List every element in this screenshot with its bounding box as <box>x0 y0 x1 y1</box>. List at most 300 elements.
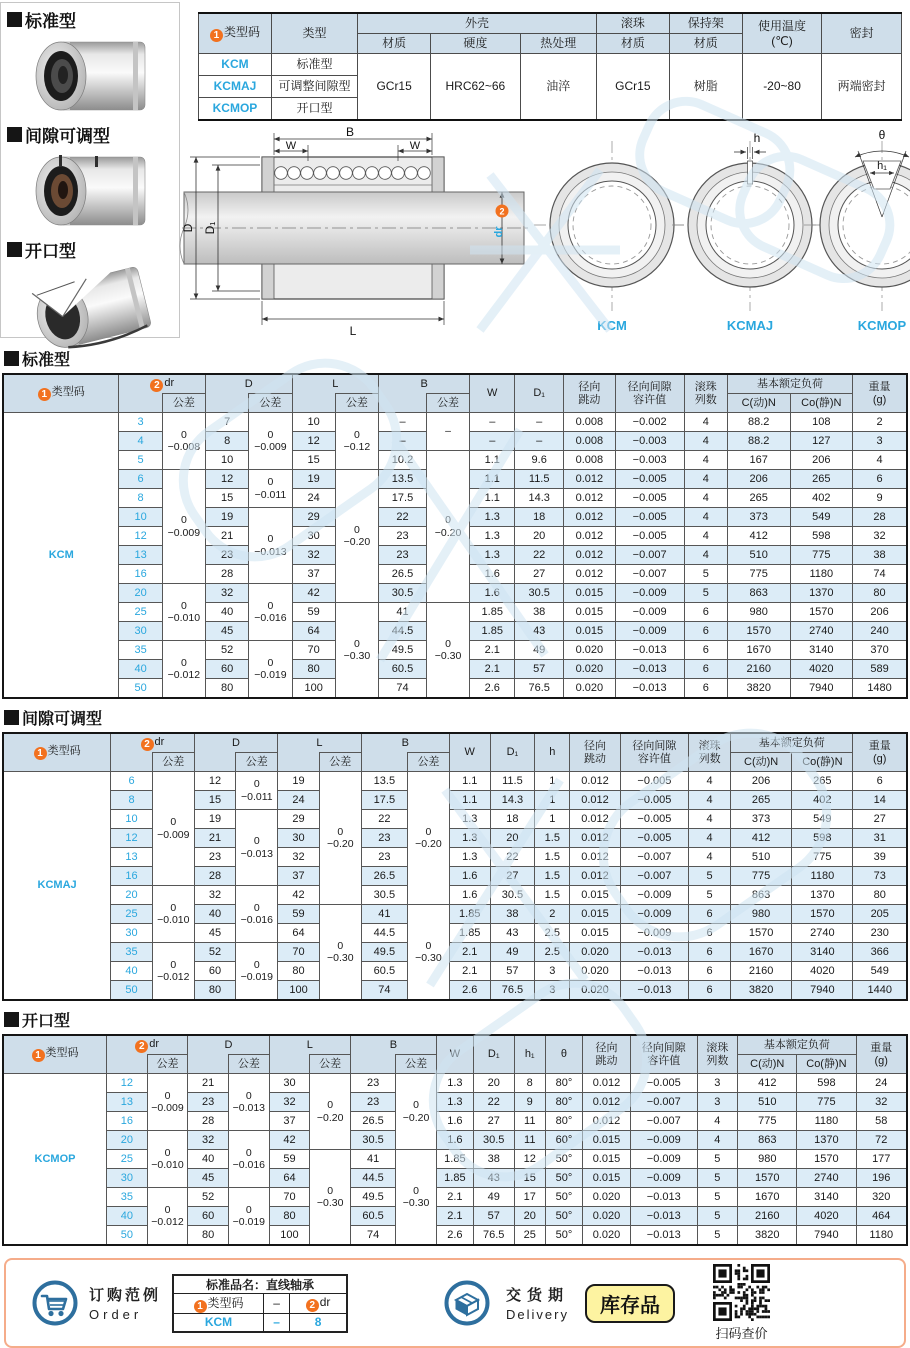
value-cell-B: 74 <box>361 981 407 1001</box>
size-cell: 8 <box>111 791 153 810</box>
value-cell: 7940 <box>790 679 853 699</box>
value-cell-D: 52 <box>188 1188 229 1207</box>
col-runout: 径向 跳动 <box>582 1035 630 1074</box>
value-cell: 2.1 <box>449 962 490 981</box>
value-cell-B: 41 <box>379 603 427 622</box>
product-type-text: 开口型 <box>25 242 76 261</box>
value-cell: 0.020 <box>582 1226 630 1246</box>
col-static-load: Co(静)N <box>790 394 853 413</box>
spec-cage-material-value: 树脂 <box>669 54 742 121</box>
value-cell: 38 <box>490 905 535 924</box>
value-cell: 50° <box>545 1188 582 1207</box>
dim-label-B: B <box>345 125 355 139</box>
value-cell-L: 59 <box>292 603 335 622</box>
cross-section-diagram <box>180 125 532 338</box>
value-cell-B: 74 <box>379 679 427 699</box>
value-cell: 0.020 <box>570 943 620 962</box>
spec-header-row <box>199 13 902 34</box>
value-cell: 1.85 <box>449 905 490 924</box>
value-cell: 1370 <box>797 1131 856 1150</box>
value-cell: 2740 <box>792 924 853 943</box>
value-cell: 38 <box>515 603 564 622</box>
value-cell: 4 <box>689 848 731 867</box>
bearing-photo-standard <box>29 36 157 116</box>
value-cell-B: 23 <box>379 527 427 546</box>
value-cell: −0.005 <box>615 508 684 527</box>
value-cell: 206 <box>853 603 907 622</box>
col-weight: 重量 (g) <box>856 1035 907 1074</box>
dim-label-dr: dr <box>493 226 505 238</box>
ring-view-kcmop <box>804 128 910 333</box>
value-cell: 1180 <box>856 1226 907 1246</box>
value-cell-L: 80 <box>292 660 335 679</box>
value-cell-D: 8 <box>206 432 249 451</box>
value-cell: 80 <box>853 584 907 603</box>
value-cell: 5 <box>697 1169 738 1188</box>
value-cell: 1.5 <box>535 829 570 848</box>
value-cell: 775 <box>790 546 853 565</box>
value-cell-L: 24 <box>278 791 320 810</box>
col-type-code: 1 类型码 <box>3 374 119 413</box>
ring-label-kcmop: KCMOP <box>857 318 907 333</box>
value-cell-L: 19 <box>278 772 320 791</box>
value-cell: 22 <box>473 1093 514 1112</box>
col-D1: D₁ <box>473 1035 514 1074</box>
size-cell: 40 <box>107 1207 148 1226</box>
col-B-tolerance: 公差 <box>408 753 450 772</box>
size-cell: 30 <box>119 622 162 641</box>
value-cell: 589 <box>853 660 907 679</box>
value-cell: 18 <box>490 810 535 829</box>
table-row <box>3 791 907 810</box>
product-type-label <box>7 7 179 32</box>
value-cell-L: 30 <box>292 527 335 546</box>
order-example-dash: – <box>264 1313 290 1332</box>
tolerance-cell: 0 −0.009 <box>147 1074 188 1131</box>
value-cell: 5 <box>689 867 731 886</box>
order-col-code: 1 类型码 <box>173 1293 263 1313</box>
value-cell-D: 80 <box>194 981 236 1001</box>
delivery-group <box>348 1264 770 1342</box>
col-B: B <box>379 374 470 394</box>
value-cell: 2.1 <box>470 641 515 660</box>
value-cell: 240 <box>853 622 907 641</box>
value-cell: 1.5 <box>535 867 570 886</box>
value-cell: 0.015 <box>564 584 616 603</box>
value-cell: 1.3 <box>449 848 490 867</box>
spec-col-code: 1 类型码 <box>199 13 272 54</box>
spec-type: 开口型 <box>271 98 357 121</box>
tolerance-cell: 0 −0.30 <box>426 603 469 699</box>
tolerance-cell: 0 −0.013 <box>229 1074 270 1131</box>
value-cell: – <box>515 413 564 432</box>
size-cell: 25 <box>111 905 153 924</box>
value-cell: 73 <box>853 867 907 886</box>
value-cell: 127 <box>790 432 853 451</box>
value-cell-B: 23 <box>350 1074 395 1093</box>
value-cell: 80° <box>545 1074 582 1093</box>
table-row <box>3 772 907 791</box>
dim-label-L: L <box>349 324 357 338</box>
tolerance-cell: 0 −0.20 <box>310 1074 351 1150</box>
section-title: 开口型 <box>4 1008 908 1031</box>
value-cell-D: 21 <box>194 829 236 848</box>
value-cell: 1670 <box>727 641 790 660</box>
col-clearance: 径向间隙 容许值 <box>615 374 684 413</box>
size-cell: 50 <box>119 679 162 699</box>
badge-2-icon: 2 <box>141 738 154 751</box>
col-L-tolerance: 公差 <box>335 394 378 413</box>
value-cell: 265 <box>790 470 853 489</box>
value-cell-B: 22 <box>379 508 427 527</box>
value-cell-B: 13.5 <box>361 772 407 791</box>
table-row <box>3 1169 907 1188</box>
table-header-row <box>3 733 907 753</box>
value-cell: 775 <box>797 1093 856 1112</box>
size-cell: 35 <box>119 641 162 660</box>
value-cell-B: 30.5 <box>350 1131 395 1150</box>
value-cell: 0.008 <box>564 432 616 451</box>
spec-ball-material-value: GCr15 <box>596 54 669 121</box>
value-cell: 2.6 <box>436 1226 473 1246</box>
col-B: B <box>361 733 449 753</box>
value-cell: 3 <box>697 1074 738 1093</box>
value-cell: 598 <box>797 1074 856 1093</box>
value-cell-D: 15 <box>206 489 249 508</box>
value-cell: 3140 <box>790 641 853 660</box>
section-title: 标准型 <box>4 347 908 370</box>
table-row <box>3 1207 907 1226</box>
value-cell: 2 <box>535 905 570 924</box>
value-cell: 1.1 <box>449 772 490 791</box>
value-cell-L: 64 <box>278 924 320 943</box>
table-row <box>3 810 907 829</box>
value-cell: 4020 <box>797 1207 856 1226</box>
value-cell: 50° <box>545 1226 582 1246</box>
value-cell: 2.1 <box>436 1188 473 1207</box>
value-cell: 2740 <box>790 622 853 641</box>
value-cell-L: 37 <box>269 1112 310 1131</box>
order-col-dr: 2 dr <box>290 1293 347 1313</box>
col-B-tolerance: 公差 <box>396 1055 437 1074</box>
value-cell: 1 <box>535 772 570 791</box>
value-cell: 775 <box>730 867 791 886</box>
col-dynamic-load: C(动)N <box>730 753 791 772</box>
value-cell: 510 <box>738 1093 797 1112</box>
value-cell-L: 64 <box>269 1169 310 1188</box>
value-cell: 5 <box>697 1207 738 1226</box>
value-cell: 6 <box>689 924 731 943</box>
value-cell-L: 32 <box>278 848 320 867</box>
order-col-dash: – <box>264 1293 290 1313</box>
value-cell-L: 70 <box>292 641 335 660</box>
tolerance-cell: 0 −0.20 <box>335 470 378 603</box>
value-cell: 1570 <box>727 622 790 641</box>
col-D-tolerance: 公差 <box>236 753 278 772</box>
spec-code: KCMOP <box>199 98 272 121</box>
value-cell: −0.007 <box>620 848 689 867</box>
dim-label-W-right: W <box>409 140 421 152</box>
value-cell-B: 44.5 <box>379 622 427 641</box>
tolerance-cell: 0 −0.011 <box>236 772 278 810</box>
value-cell: 4 <box>689 810 731 829</box>
value-cell: 1180 <box>792 867 853 886</box>
value-cell: 0.012 <box>570 810 620 829</box>
value-cell: 6 <box>684 622 727 641</box>
value-cell: 0.012 <box>582 1074 630 1093</box>
qr-block <box>713 1264 770 1342</box>
value-cell: 6 <box>689 981 731 1001</box>
value-cell: 167 <box>727 451 790 470</box>
value-cell: 2.5 <box>535 924 570 943</box>
value-cell: 4 <box>689 791 731 810</box>
value-cell: 1.3 <box>449 810 490 829</box>
table-row <box>3 1074 907 1093</box>
value-cell: 9 <box>514 1093 545 1112</box>
col-dr-tolerance: 公差 <box>152 753 194 772</box>
dim-label-W-left: W <box>285 140 297 152</box>
value-cell-D: 28 <box>206 565 249 584</box>
value-cell: 43 <box>473 1169 514 1188</box>
value-cell: 38 <box>853 546 907 565</box>
spec-col-hardness: 硬度 <box>431 34 521 54</box>
value-cell: 80° <box>545 1093 582 1112</box>
dim-label-theta: θ <box>878 128 886 142</box>
value-cell: 4 <box>853 451 907 470</box>
value-cell: −0.009 <box>630 1169 697 1188</box>
value-cell: −0.009 <box>615 584 684 603</box>
value-cell: −0.013 <box>620 943 689 962</box>
value-cell-D: 60 <box>206 660 249 679</box>
value-cell: 31 <box>853 829 907 848</box>
size-cell: 12 <box>107 1074 148 1093</box>
value-cell: – <box>470 432 515 451</box>
value-cell: 11 <box>514 1112 545 1131</box>
value-cell: −0.007 <box>630 1112 697 1131</box>
value-cell: −0.003 <box>615 432 684 451</box>
footer-order-bar <box>4 1258 906 1348</box>
col-W: W <box>470 374 515 413</box>
tolerance-cell: 0 −0.009 <box>152 772 194 886</box>
value-cell-B: 44.5 <box>361 924 407 943</box>
value-cell: 5 <box>697 1188 738 1207</box>
value-cell: 0.012 <box>564 489 616 508</box>
value-cell: 2.1 <box>470 660 515 679</box>
value-cell-D: 21 <box>206 527 249 546</box>
value-cell: 3 <box>697 1093 738 1112</box>
tolerance-cell: 0 −0.30 <box>335 603 378 699</box>
value-cell: 0.015 <box>582 1150 630 1169</box>
value-cell-B: 26.5 <box>379 565 427 584</box>
size-cell: 16 <box>111 867 153 886</box>
spec-col-heat: 热处理 <box>520 34 596 54</box>
value-cell-L: 100 <box>292 679 335 699</box>
size-cell: 16 <box>107 1112 148 1131</box>
value-cell: 6 <box>689 905 731 924</box>
value-cell: −0.005 <box>620 791 689 810</box>
tolerance-cell: 0 −0.20 <box>319 772 361 905</box>
value-cell: 32 <box>853 527 907 546</box>
value-cell-L: 30 <box>269 1074 310 1093</box>
value-cell: −0.009 <box>620 924 689 943</box>
value-cell-L: 29 <box>292 508 335 527</box>
value-cell: −0.005 <box>620 810 689 829</box>
value-cell-D: 21 <box>188 1074 229 1093</box>
value-cell: 4 <box>684 527 727 546</box>
value-cell-D: 52 <box>194 943 236 962</box>
value-cell-D: 23 <box>206 546 249 565</box>
value-cell-D: 7 <box>206 413 249 432</box>
col-L: L <box>269 1035 350 1055</box>
col-B-tolerance: 公差 <box>426 394 469 413</box>
value-cell: 6 <box>684 679 727 699</box>
value-cell: 1370 <box>790 584 853 603</box>
delivery-title: 交货期 <box>506 1287 570 1304</box>
size-cell: 6 <box>119 470 162 489</box>
size-cell: 4 <box>119 432 162 451</box>
value-cell: 863 <box>730 886 791 905</box>
value-cell: 3820 <box>727 679 790 699</box>
value-cell: 1.1 <box>470 489 515 508</box>
badge-2-icon: 2 <box>150 379 163 392</box>
spec-material-value: GCr15 <box>358 54 431 121</box>
badge-1-icon: 1 <box>38 388 51 401</box>
value-cell: 6 <box>689 962 731 981</box>
size-cell: 30 <box>111 924 153 943</box>
ring-view-kcmaj <box>672 131 828 333</box>
value-cell-L: 29 <box>278 810 320 829</box>
value-cell: 177 <box>856 1150 907 1169</box>
col-D-tolerance: 公差 <box>249 394 292 413</box>
value-cell: 598 <box>790 527 853 546</box>
tolerance-cell: 0 −0.20 <box>408 772 450 905</box>
value-cell: 265 <box>730 791 791 810</box>
table-row <box>3 924 907 943</box>
square-bullet-icon <box>7 242 22 257</box>
value-cell-D: 28 <box>188 1112 229 1131</box>
value-cell: 30.5 <box>515 584 564 603</box>
table-row <box>3 1188 907 1207</box>
value-cell: 412 <box>738 1074 797 1093</box>
value-cell: 12 <box>514 1150 545 1169</box>
value-cell: 0.015 <box>570 905 620 924</box>
value-cell-D: 32 <box>206 584 249 603</box>
value-cell: 370 <box>853 641 907 660</box>
value-cell: 30.5 <box>473 1131 514 1150</box>
ring-label-kcm: KCM <box>597 318 627 333</box>
value-cell-D: 28 <box>194 867 236 886</box>
col-clearance: 径向间隙 容许值 <box>630 1035 697 1074</box>
col-B: B <box>350 1035 436 1055</box>
spec-col-seal: 密封 <box>822 13 902 54</box>
spec-code: KCM <box>199 54 272 76</box>
value-cell: 412 <box>730 829 791 848</box>
value-cell: 57 <box>490 962 535 981</box>
table-row <box>3 962 907 981</box>
value-cell-D: 40 <box>206 603 249 622</box>
tolerance-cell: 0 −0.013 <box>249 508 292 584</box>
value-cell: −0.009 <box>630 1150 697 1169</box>
col-D: D <box>206 374 293 394</box>
value-cell: 6 <box>684 603 727 622</box>
value-cell: 0.020 <box>582 1207 630 1226</box>
value-cell: 0.020 <box>564 679 616 699</box>
size-cell: 13 <box>107 1093 148 1112</box>
value-cell: 50° <box>545 1150 582 1169</box>
package-icon <box>444 1280 490 1326</box>
value-cell-D: 10 <box>206 451 249 470</box>
value-cell: 3 <box>535 962 570 981</box>
value-cell: 1.1 <box>470 451 515 470</box>
tolerance-cell: 0 −0.009 <box>249 413 292 470</box>
value-cell: 2.6 <box>470 679 515 699</box>
value-cell: 980 <box>738 1150 797 1169</box>
value-cell: 1.3 <box>449 829 490 848</box>
value-cell-L: 80 <box>269 1207 310 1226</box>
value-cell: 0.012 <box>564 470 616 489</box>
value-cell-B: 60.5 <box>361 962 407 981</box>
value-cell: 20 <box>515 527 564 546</box>
section-adjustable <box>2 706 908 1001</box>
value-cell: 464 <box>856 1207 907 1226</box>
value-cell-B: 26.5 <box>361 867 407 886</box>
table-row <box>3 848 907 867</box>
value-cell: 1570 <box>797 1150 856 1169</box>
col-L-tolerance: 公差 <box>319 753 361 772</box>
value-cell: 88.2 <box>727 432 790 451</box>
spec-col-type: 类型 <box>271 13 357 54</box>
value-cell-L: 100 <box>269 1226 310 1246</box>
size-cell: 5 <box>119 451 162 470</box>
col-D-value <box>194 753 236 772</box>
spec-type: 标准型 <box>271 54 357 76</box>
value-cell-D: 12 <box>206 470 249 489</box>
size-cell: 35 <box>107 1188 148 1207</box>
value-cell: 980 <box>727 603 790 622</box>
value-cell: 230 <box>853 924 907 943</box>
value-cell: 15 <box>514 1169 545 1188</box>
value-cell: 58 <box>856 1112 907 1131</box>
table-row <box>3 413 907 432</box>
value-cell: 7940 <box>792 981 853 1001</box>
value-cell: 206 <box>730 772 791 791</box>
series-code-cell: KCM <box>3 413 119 699</box>
value-cell-D: 32 <box>188 1131 229 1150</box>
spec-seal-value: 两端密封 <box>822 54 902 121</box>
value-cell-B: 26.5 <box>350 1112 395 1131</box>
value-cell: −0.009 <box>615 622 684 641</box>
value-cell: 0.012 <box>570 772 620 791</box>
order-example-dr: 8 <box>290 1313 347 1332</box>
value-cell: 1570 <box>738 1169 797 1188</box>
square-bullet-icon <box>4 710 19 725</box>
spec-col-material: 材质 <box>358 34 431 54</box>
value-cell-B: 13.5 <box>379 470 427 489</box>
square-bullet-icon <box>7 12 22 27</box>
value-cell-B: 41 <box>350 1150 395 1169</box>
value-cell: 1180 <box>790 565 853 584</box>
value-cell: 1570 <box>730 924 791 943</box>
table-row <box>3 1131 907 1150</box>
value-cell-B: 49.5 <box>379 641 427 660</box>
value-cell: 205 <box>853 905 907 924</box>
size-cell: 10 <box>119 508 162 527</box>
value-cell: 980 <box>730 905 791 924</box>
value-cell: 0.012 <box>570 848 620 867</box>
spec-col-shell: 外壳 <box>358 13 597 34</box>
value-cell: 5 <box>684 584 727 603</box>
value-cell: 43 <box>515 622 564 641</box>
